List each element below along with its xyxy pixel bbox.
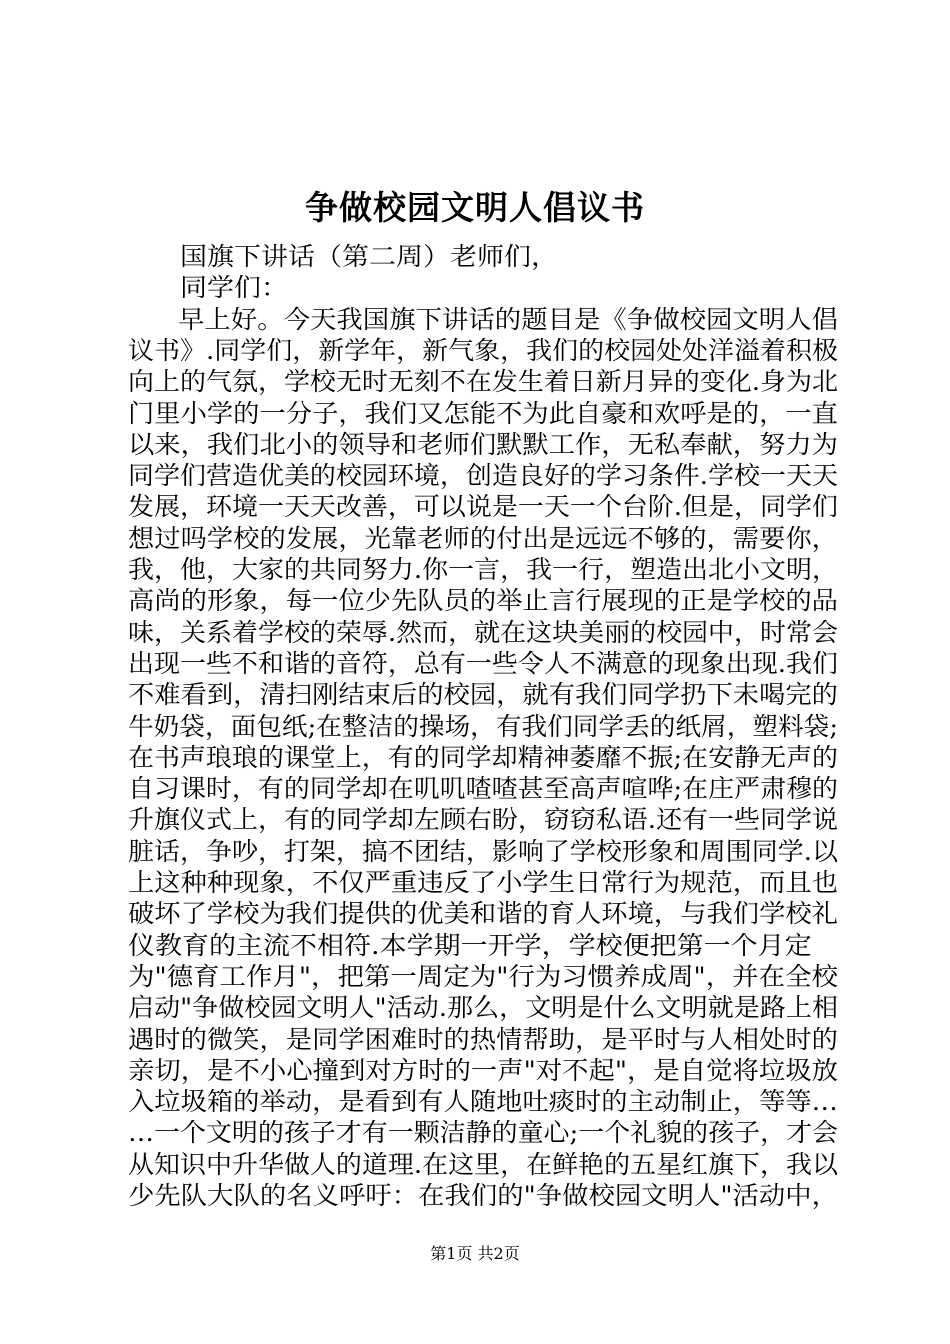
body-line: 不难看到，清扫刚结束后的校园，就有我们同学扔下未喝完的 <box>128 680 838 710</box>
body-line: 向上的气氛，学校无时无刻不在发生着日新月异的变化.身为北 <box>128 367 838 397</box>
body-line: 议书》.同学们，新学年，新气象，我们的校园处处洋溢着积极 <box>128 335 838 365</box>
body-line: 同学们： <box>180 273 289 303</box>
body-line: 为"德育工作月"，把第一周定为"行为习惯养成周"，并在全校 <box>128 961 838 991</box>
page-footer <box>0 1243 950 1265</box>
body-line: 牛奶袋，面包纸;在整洁的操场，有我们同学丢的纸屑，塑料袋; <box>128 711 838 741</box>
body-line: 上这种种现象，不仅严重违反了小学生日常行为规范，而且也 <box>128 868 838 897</box>
body-line: 从知识中升华做人的道理.在这里，在鲜艳的五星红旗下，我以 <box>128 1149 838 1179</box>
body-line: 发展，环境一天天改善，可以说是一天一个台阶.但是，同学们 <box>128 492 838 522</box>
body-line: 入垃圾箱的举动，是看到有人随地吐痰时的主动制止，等等… <box>128 1087 838 1117</box>
body-line: 门里小学的一分子，我们又怎能不为此自豪和欢呼是的，一直 <box>128 398 838 428</box>
body-line: 想过吗学校的发展，光靠老师的付出是远远不够的，需要你， <box>128 523 838 553</box>
page-indicator: 第1页 共2页 <box>430 1244 520 1263</box>
body-line: 破坏了学校为我们提供的优美和谐的育人环境，与我们学校礼 <box>128 899 838 929</box>
document-title: 争做校园文明人倡议书 <box>305 188 645 227</box>
body-line: 高尚的形象，每一位少先队员的举止言行展现的正是学校的品 <box>128 586 838 616</box>
body-line: 在书声琅琅的课堂上，有的同学却精神萎靡不振;在安静无声的 <box>128 742 839 772</box>
body-line: 我，他，大家的共同努力.你一言，我一行，塑造出北小文明， <box>128 555 838 584</box>
body-line: 味，关系着学校的荣辱.然而，就在这块美丽的校园中，时常会 <box>128 617 838 647</box>
body-line: 升旗仪式上，有的同学却左顾右盼，窃窃私语.还有一些同学说 <box>128 805 838 835</box>
body-line: 仪教育的主流不相符.本学期一开学，学校便把第一个月定 <box>128 930 812 960</box>
body-line: 国旗下讲话（第二周）老师们， <box>180 242 559 271</box>
body-line: 以来，我们北小的领导和老师们默默工作，无私奉献，努力为 <box>128 429 838 459</box>
body-line: 同学们营造优美的校园环境，创造良好的学习条件.学校一天天 <box>128 461 838 491</box>
body-line: …一个文明的孩子才有一颗洁静的童心;一个礼貌的孩子，才会 <box>128 1118 839 1148</box>
body-line: 出现一些不和谐的音符，总有一些令人不满意的现象出现.我们 <box>128 648 838 678</box>
body-line: 自习课时，有的同学却在叽叽喳喳甚至高声喧哗;在庄严肃穆的 <box>128 774 839 804</box>
body-line: 遇时的微笑，是同学困难时的热情帮助，是平时与人相处时的 <box>128 1024 838 1054</box>
body-line: 启动"争做校园文明人"活动.那么，文明是什么文明就是路上相 <box>128 993 839 1023</box>
body-line: 亲切，是不小心撞到对方时的一声"对不起"，是自觉将垃圾放 <box>128 1055 839 1085</box>
body-line: 早上好。今天我国旗下讲话的题目是《争做校园文明人倡 <box>178 304 839 334</box>
body-line: 脏话，争吵，打架，搞不团结，影响了学校形象和周围同学.以 <box>128 836 838 866</box>
body-line: 少先队大队的名义呼吁：在我们的"争做校园文明人"活动中， <box>128 1181 839 1210</box>
